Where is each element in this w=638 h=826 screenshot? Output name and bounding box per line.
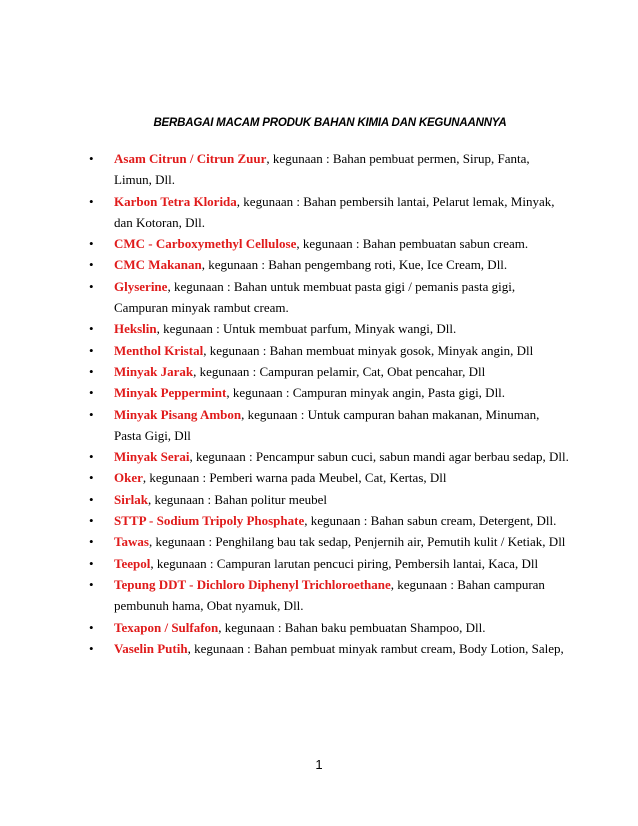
- bullet-icon: •: [89, 619, 94, 635]
- product-name: Asam Citrun / Citrun Zuur: [114, 151, 267, 166]
- product-usage: , kegunaan : Bahan pembersih lantai, Pelarut lemak, Minyak, dan Kotoran, Dll.: [114, 193, 555, 230]
- list-item: [89, 510, 569, 531]
- product-name: Minyak Jarak: [114, 363, 194, 379]
- bullet-icon: •: [89, 470, 94, 486]
- bullet-icon: •: [89, 385, 94, 401]
- document-title-row: [0, 117, 638, 129]
- product-usage: , kegunaan : Pencampur sabun cuci, sabun mandi agar berbau sedap, Dll.: [189, 449, 569, 465]
- bullet-icon: •: [89, 342, 94, 358]
- product-usage: , kegunaan : Campuran pelamir, Cat, Obat pencahar, Dll: [193, 363, 486, 379]
- bullet-icon: •: [89, 151, 94, 166]
- bullet-icon: •: [89, 406, 94, 422]
- product-name: Hekslin: [114, 321, 157, 337]
- product-usage: , kegunaan : Bahan membuat minyak gosok, Minyak angin, Dll: [203, 342, 534, 358]
- product-name: Oker: [114, 470, 143, 486]
- product-name: Texapon / Sulfafon: [114, 619, 219, 635]
- product-name: Minyak Pisang Ambon: [114, 406, 242, 422]
- product-name: Minyak Peppermint: [114, 385, 227, 401]
- list-item: [89, 254, 569, 275]
- product-name: Sirlak: [114, 491, 148, 507]
- bullet-icon: •: [89, 534, 94, 550]
- bullet-icon: •: [89, 640, 94, 656]
- bullet-icon: •: [89, 491, 94, 507]
- product-usage: , kegunaan : Bahan untuk membuat pasta gigi / pemanis pasta gigi, Campuran minyak rambut cream.: [114, 278, 516, 316]
- product-name: Glyserine: [114, 278, 168, 294]
- product-usage: , kegunaan : Bahan politur meubel: [147, 491, 328, 507]
- list-item: [89, 148, 569, 191]
- list-item: [89, 233, 569, 254]
- list-item: [89, 553, 569, 574]
- list-item: [89, 276, 569, 319]
- product-name: Minyak Serai: [114, 449, 190, 465]
- list-item: [89, 574, 569, 617]
- bullet-icon: •: [89, 193, 94, 209]
- document-title: BERBAGAI MACAM PRODUK BAHAN KIMIA DAN KEGUNAANNYA: [153, 117, 507, 129]
- product-usage: , kegunaan : Bahan campuran pembunuh hama, Obat nyamuk, Dll.: [114, 576, 545, 614]
- product-name: Tepung DDT - Dichloro Diphenyl Trichloroethane: [114, 576, 391, 592]
- list-item: [89, 318, 569, 339]
- product-name: CMC Makanan: [114, 257, 202, 273]
- product-usage: , kegunaan : Pemberi warna pada Meubel, Cat, Kertas, Dll: [142, 470, 447, 486]
- product-usage: , kegunaan : Bahan pengembang roti, Kue, Ice Cream, Dll.: [201, 257, 508, 273]
- bullet-icon: •: [89, 257, 94, 273]
- bullet-icon: •: [89, 363, 94, 379]
- bullet-icon: •: [89, 321, 94, 337]
- product-list: [89, 148, 569, 659]
- product-name: Vaselin Putih: [114, 640, 188, 656]
- bullet-icon: •: [89, 555, 94, 571]
- list-item: [89, 446, 569, 467]
- product-name: Karbon Tetra Klorida: [114, 193, 237, 209]
- product-usage: , kegunaan : Untuk campuran bahan makanan, Minuman, Pasta Gigi, Dll: [114, 406, 540, 443]
- list-item: [89, 467, 569, 488]
- product-usage: , kegunaan : Campuran minyak angin, Pasta gigi, Dll.: [226, 385, 506, 401]
- product-usage: , kegunaan : Campuran larutan pencuci piring, Pembersih lantai, Kaca, Dll: [150, 555, 539, 571]
- product-usage: , kegunaan : Bahan sabun cream, Detergent, Dll.: [304, 513, 557, 529]
- product-usage: , kegunaan : Bahan pembuatan sabun cream.: [296, 236, 529, 252]
- bullet-icon: •: [89, 278, 94, 294]
- bullet-icon: •: [89, 576, 94, 592]
- list-item: [89, 404, 569, 447]
- product-usage: , kegunaan : Penghilang bau tak sedap, Penjernih air, Pemutih kulit / Ketiak, Dll: [148, 534, 566, 550]
- list-item: [89, 382, 569, 403]
- product-usage: , kegunaan : Untuk membuat parfum, Minyak wangi, Dll.: [156, 321, 457, 337]
- product-name: Menthol Kristal: [114, 342, 204, 358]
- list-item: [89, 340, 569, 361]
- bullet-icon: •: [89, 236, 94, 252]
- list-item: [89, 489, 569, 510]
- product-name: Tawas: [114, 534, 149, 550]
- list-item: [89, 617, 569, 638]
- bullet-icon: •: [89, 449, 94, 465]
- list-item: [89, 361, 569, 382]
- product-name: STTP - Sodium Tripoly Phosphate: [114, 513, 305, 529]
- product-usage: , kegunaan : Bahan pembuat permen, Sirup, Fanta, Limun, Dll.: [114, 151, 530, 188]
- list-item: [89, 531, 569, 552]
- product-usage: , kegunaan : Bahan pembuat minyak rambut cream, Body Lotion, Salep,: [187, 640, 564, 656]
- page-number: 1: [315, 757, 323, 772]
- bullet-icon: •: [89, 513, 94, 529]
- product-usage: , kegunaan : Bahan baku pembuatan Shampoo, Dll.: [218, 619, 486, 635]
- product-name: Teepol: [114, 555, 151, 571]
- product-name: CMC - Carboxymethyl Cellulose: [114, 236, 297, 252]
- list-item: [89, 638, 569, 659]
- list-item: [89, 191, 569, 234]
